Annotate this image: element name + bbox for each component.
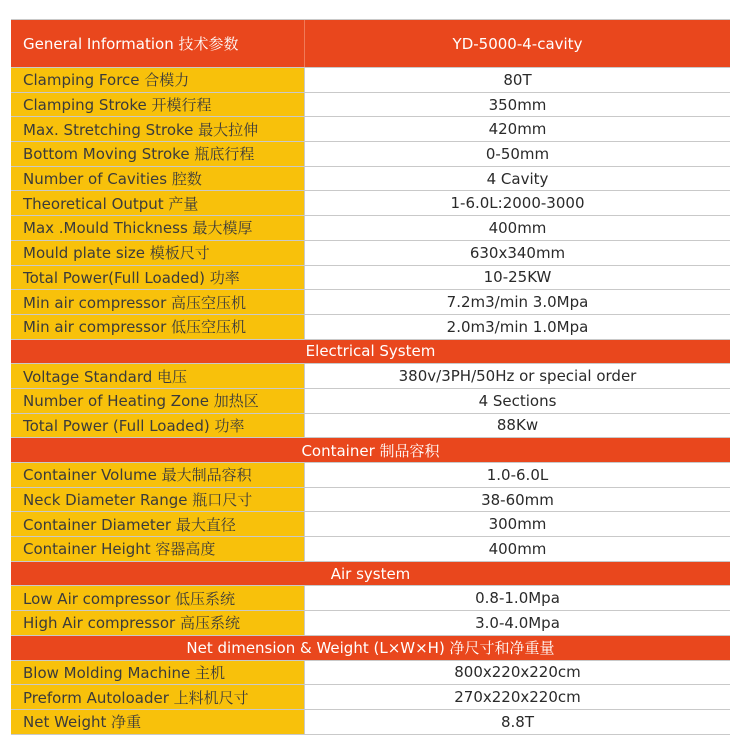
spec-value: 8.8T (304, 710, 730, 734)
spec-value: 630x340mm (304, 241, 730, 265)
spec-label: Total Power(Full Loaded) 功率 (11, 266, 304, 290)
table-row (11, 537, 730, 562)
spec-label: High Air compressor 高压系统 (11, 611, 304, 635)
spec-label: Theoretical Output 产量 (11, 191, 304, 215)
table-body (11, 68, 730, 735)
table-row (11, 241, 730, 266)
spec-value: 2.0m3/min 1.0Mpa (304, 315, 730, 339)
spec-label: Container Diameter 最大直径 (11, 512, 304, 536)
table-row (11, 586, 730, 611)
spec-label: Clamping Force 合模力 (11, 68, 304, 92)
table-row (11, 661, 730, 686)
table-row (11, 611, 730, 636)
spec-value: 7.2m3/min 3.0Mpa (304, 290, 730, 314)
spec-value: 38-60mm (304, 488, 730, 512)
spec-label: Min air compressor 低压空压机 (11, 315, 304, 339)
table-row (11, 488, 730, 513)
spec-label: Container Height 容器高度 (11, 537, 304, 561)
section-title: Net dimension & Weight (L×W×H) 净尺寸和净重量 (11, 636, 730, 661)
spec-value: 800x220x220cm (304, 661, 730, 685)
table-row (11, 364, 730, 389)
spec-value: 350mm (304, 93, 730, 117)
table-row (11, 290, 730, 315)
spec-value: 270x220x220cm (304, 685, 730, 709)
table-row (11, 216, 730, 241)
table-row (11, 167, 730, 192)
table-row (11, 117, 730, 142)
spec-label: Max .Mould Thickness 最大模厚 (11, 216, 304, 240)
section-title: Electrical System (11, 340, 730, 365)
spec-value: 0-50mm (304, 142, 730, 166)
spec-label: Min air compressor 高压空压机 (11, 290, 304, 314)
spec-label: Number of Cavities 腔数 (11, 167, 304, 191)
spec-label: Total Power (Full Loaded) 功率 (11, 414, 304, 438)
spec-label: Neck Diameter Range 瓶口尺寸 (11, 488, 304, 512)
spec-label: Voltage Standard 电压 (11, 364, 304, 388)
spec-value: 4 Cavity (304, 167, 730, 191)
spec-value: 1-6.0L:2000-3000 (304, 191, 730, 215)
spec-value: 3.0-4.0Mpa (304, 611, 730, 635)
spec-value: 300mm (304, 512, 730, 536)
spec-value: 0.8-1.0Mpa (304, 586, 730, 610)
spec-label: Max. Stretching Stroke 最大拉伸 (11, 117, 304, 141)
table-row (11, 512, 730, 537)
table-row (11, 685, 730, 710)
spec-label: Container Volume 最大制品容积 (11, 463, 304, 487)
table-row (11, 266, 730, 291)
section-title: Air system (11, 562, 730, 587)
header-model: YD-5000-4-cavity (304, 20, 730, 67)
section-title: Container 制品容积 (11, 438, 730, 463)
spec-value: 10-25KW (304, 266, 730, 290)
spec-value: 80T (304, 68, 730, 92)
spec-label: Net Weight 净重 (11, 710, 304, 734)
table-row (11, 463, 730, 488)
table-row (11, 191, 730, 216)
spec-table (11, 19, 730, 735)
spec-value: 4 Sections (304, 389, 730, 413)
spec-label: Mould plate size 模板尺寸 (11, 241, 304, 265)
spec-value: 1.0-6.0L (304, 463, 730, 487)
spec-label: Preform Autoloader 上料机尺寸 (11, 685, 304, 709)
header-label: General Information 技术参数 (11, 20, 304, 67)
table-row (11, 414, 730, 439)
table-row (11, 315, 730, 340)
table-row (11, 68, 730, 93)
spec-label: Low Air compressor 低压系统 (11, 586, 304, 610)
spec-value: 420mm (304, 117, 730, 141)
spec-value: 88Kw (304, 414, 730, 438)
table-row (11, 389, 730, 414)
spec-value: 380v/3PH/50Hz or special order (304, 364, 730, 388)
spec-value: 400mm (304, 216, 730, 240)
spec-label: Number of Heating Zone 加热区 (11, 389, 304, 413)
table-row (11, 93, 730, 118)
spec-label: Bottom Moving Stroke 瓶底行程 (11, 142, 304, 166)
spec-label: Blow Molding Machine 主机 (11, 661, 304, 685)
table-row (11, 710, 730, 735)
spec-label: Clamping Stroke 开模行程 (11, 93, 304, 117)
table-header (11, 20, 730, 68)
table-row (11, 142, 730, 167)
spec-value: 400mm (304, 537, 730, 561)
